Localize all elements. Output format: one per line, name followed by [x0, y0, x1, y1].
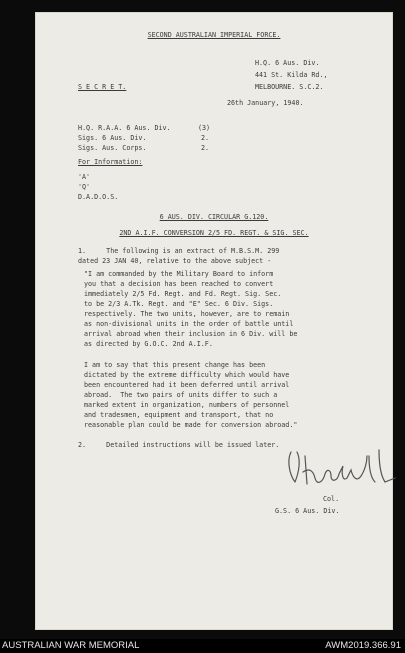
circular-title: 6 AUS. DIV. CIRCULAR G.120.: [159, 213, 269, 221]
quote2-line-1: I am to say that this present change has been: [84, 361, 266, 369]
for-information-label: For Information:: [78, 158, 143, 166]
quote1-line-6: as non-divisional units in the order of battle until: [84, 320, 294, 328]
quote1-line-3: immediately 2/5 Fd. Regt. and Fd. Regt. Sig. Sec.: [84, 290, 282, 298]
footer-catalogue-number: AWM2019.366.91: [325, 640, 401, 651]
quote1-line-2: you that a decision has been reached to convert: [84, 280, 274, 288]
address-line-1: H.Q. 6 Aus. Div.: [255, 59, 320, 67]
subject-title: 2ND A.I.F. CONVERSION 2/5 FD. REGT. & SIG. SEC.: [119, 229, 309, 237]
signature-rank: Col.: [323, 495, 340, 503]
distribution-unit-1: H.Q. R.A.A. 6 Aus. Div.: [78, 124, 171, 132]
address-line-2: 441 St. Kilda Rd.,: [255, 71, 328, 79]
signature-title: G.S. 6 Aus. Div.: [275, 507, 340, 515]
distribution-unit-3: Sigs. Aus. Corps.: [78, 144, 147, 152]
footer-bar: [0, 639, 405, 653]
document-page: [35, 12, 393, 630]
quote1-line-4: to be 2/3 A.Tk. Regt. and "E" Sec. 6 Div. Sigs.: [84, 300, 274, 308]
distribution-copies-3: 2.: [201, 144, 210, 152]
quote2-line-3: been encountered had it been deferred until arrival: [84, 381, 290, 389]
quote2-line-2: dictated by the extreme difficulty which would have: [84, 371, 290, 379]
paragraph1-line-2: dated 23 JAN 40, relative to the above subject -: [78, 257, 272, 265]
document-date: 26th January, 1940.: [227, 99, 304, 107]
information-item-2: 'Q': [78, 183, 91, 191]
classification: S E C R E T.: [78, 83, 127, 91]
quote2-line-5: marked extent in organization, numbers of personnel: [84, 401, 290, 409]
paragraph2: 2. Detailed instructions will be issued later.: [78, 441, 280, 449]
distribution-unit-2: Sigs. 6 Aus. Div.: [78, 134, 147, 142]
quote1-line-8: as directed by G.O.C. 2nd A.I.F.: [84, 340, 213, 348]
header-title: SECOND AUSTRALIAN IMPERIAL FORCE.: [147, 31, 281, 39]
handwritten-signature: [283, 442, 403, 492]
quote1-line-1: "I am commanded by the Military Board to inform: [84, 270, 274, 278]
address-line-3: MELBOURNE. S.C.2.: [255, 83, 324, 91]
quote2-line-4: abroad. The two pairs of units differ to such a: [84, 391, 278, 399]
information-item-1: 'A': [78, 173, 91, 181]
distribution-copies-1: (3): [198, 124, 211, 132]
paragraph1-line-1: 1. The following is an extract of M.B.S.M. 299: [78, 247, 280, 255]
quote2-line-7: reasonable plan could be made for conversion abroad.": [84, 421, 298, 429]
quote1-line-7: arrival abroad when their inclusion in 6 Div. will be: [84, 330, 298, 338]
distribution-copies-2: 2.: [201, 134, 210, 142]
footer-institution: AUSTRALIAN WAR MEMORIAL: [2, 640, 140, 651]
quote2-line-6: and tradesmen, equipment and transport, that no: [84, 411, 274, 419]
quote1-line-5: respectively. The two units, however, are to remain: [84, 310, 290, 318]
information-item-3: D.A.D.O.S.: [78, 193, 119, 201]
